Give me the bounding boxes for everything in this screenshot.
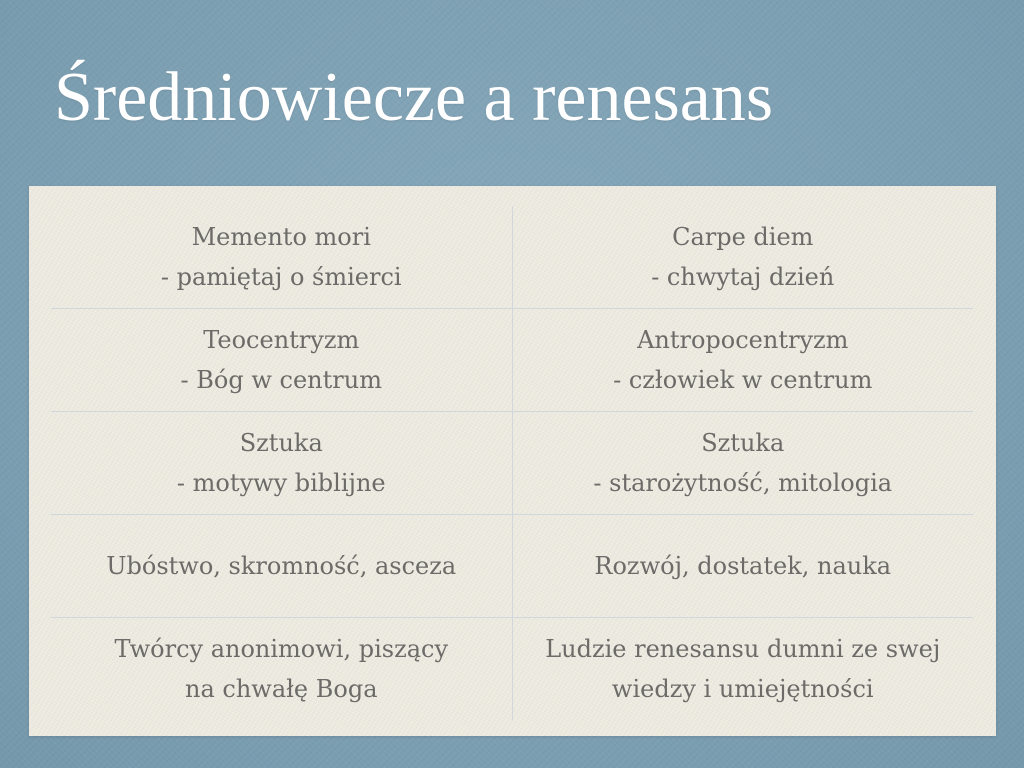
cell-description: - chwytaj dzień [651, 263, 835, 291]
cell-heading: Ubóstwo, skromność, asceza [106, 552, 457, 580]
cell-heading: Teocentryzm [203, 326, 360, 354]
cell-medieval [51, 309, 512, 412]
cell-medieval [51, 206, 512, 309]
comparison-panel [29, 186, 996, 736]
table-row [51, 412, 973, 515]
cell-heading: Antropocentryzm [637, 326, 849, 354]
cell-heading: Ludzie renesansu dumni ze swej [545, 635, 941, 663]
table-row [51, 515, 973, 618]
cell-heading: Sztuka [239, 429, 323, 457]
cell-heading: Twórcy anonimowi, piszący [114, 635, 449, 663]
cell-heading: Sztuka [701, 429, 785, 457]
cell-heading: Carpe diem [672, 223, 814, 251]
cell-heading: Memento mori [191, 223, 371, 251]
cell-description: - pamiętaj o śmierci [160, 263, 402, 291]
table-row [51, 309, 973, 412]
cell-renaissance [512, 515, 973, 618]
cell-description: - człowiek w centrum [613, 366, 873, 394]
cell-medieval [51, 515, 512, 618]
cell-heading: Rozwój, dostatek, nauka [594, 552, 892, 580]
cell-medieval [51, 412, 512, 515]
cell-renaissance [512, 618, 973, 721]
cell-description: - starożytność, mitologia [593, 469, 893, 497]
cell-description: na chwałę Boga [184, 675, 378, 703]
cell-description: wiedzy i umiejętności [611, 675, 874, 703]
cell-medieval [51, 618, 512, 721]
cell-description: - motywy biblijne [176, 469, 386, 497]
table-row [51, 618, 973, 721]
table-row [51, 206, 973, 309]
slide-title: Średniowiecze a renesans [54, 59, 774, 136]
cell-renaissance [512, 309, 973, 412]
cell-renaissance [512, 206, 973, 309]
comparison-table [51, 206, 973, 720]
cell-description: - Bóg w centrum [180, 366, 382, 394]
cell-renaissance [512, 412, 973, 515]
